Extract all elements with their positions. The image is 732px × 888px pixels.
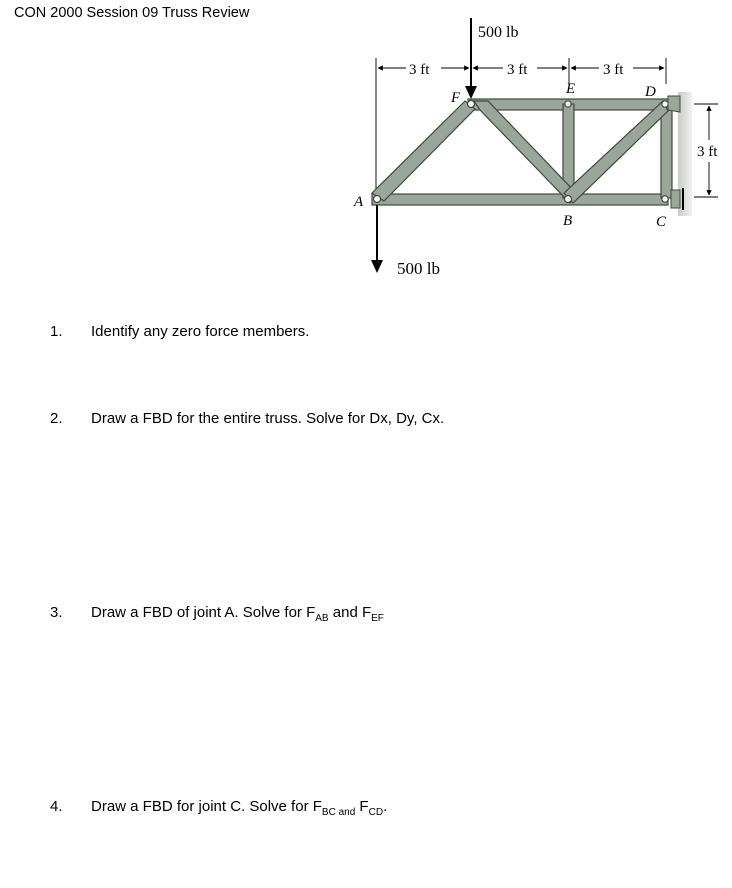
question-number: 4. (50, 798, 63, 815)
question-text: Draw a FBD for joint C. Solve for $F_{BC and}$ $F_{CD}$. (91, 798, 388, 818)
question-text: Identify any zero force members. (91, 323, 310, 340)
left-load-label: 500 lb (397, 259, 440, 278)
dim-label-height: 3 ft (697, 144, 718, 160)
question-number: 1. (50, 323, 63, 340)
top-load-label: 500 lb (478, 24, 519, 41)
question-number: 3. (50, 604, 63, 621)
joint-label-f: F (451, 90, 461, 106)
truss-figure (0, 0, 732, 300)
question-text: Draw a FBD of joint A. Solve for $F_{AB}$ and $F_{EF}$ (91, 604, 384, 624)
truss-members (372, 99, 672, 205)
joint-label-d: D (645, 84, 656, 100)
joint-label-e: E (566, 81, 576, 97)
joint-label-a: A (354, 194, 364, 210)
question-number: 2. (50, 410, 63, 427)
dim-label-1: 3 ft (409, 62, 430, 78)
page-title: CON 2000 Session 09 Truss Review (14, 5, 250, 21)
joint-label-c: C (656, 214, 667, 230)
dim-label-2: 3 ft (507, 62, 528, 78)
dim-label-3: 3 ft (603, 62, 624, 78)
question-text: Draw a FBD for the entire truss. Solve for Dx, Dy, Cx. (91, 410, 445, 427)
joint-label-b: B (563, 213, 573, 229)
